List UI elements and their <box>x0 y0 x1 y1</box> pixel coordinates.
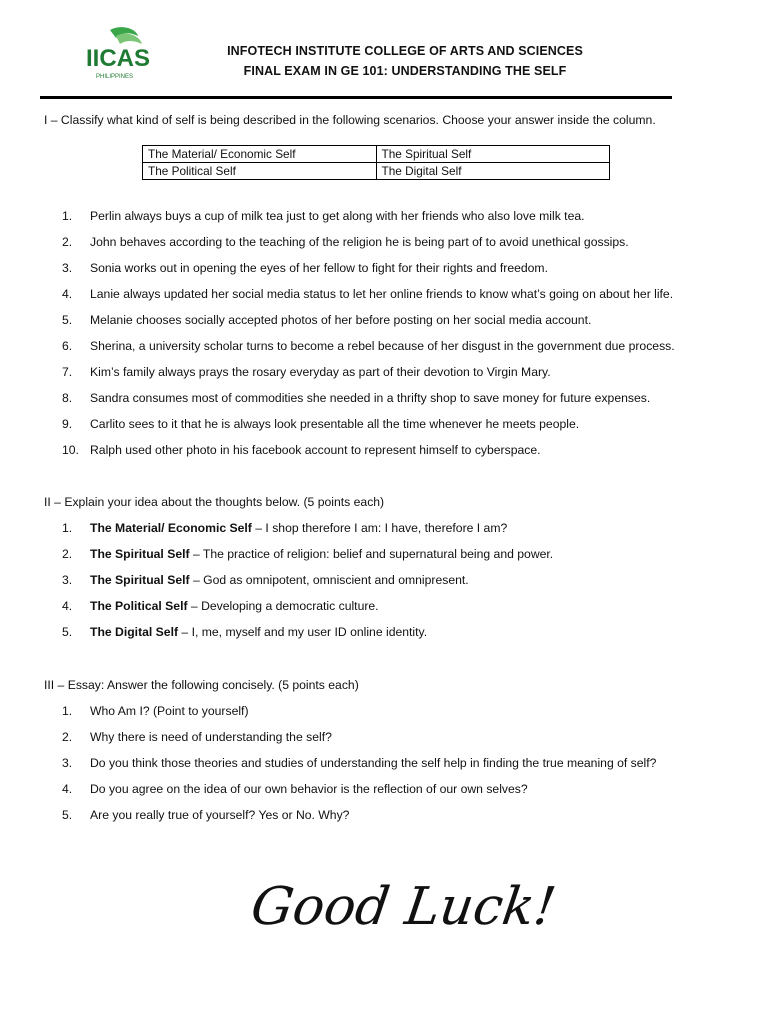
choice-cell: The Digital Self <box>376 163 610 180</box>
item-number: 5. <box>62 625 73 639</box>
list-item <box>62 416 675 442</box>
item-number: 8. <box>62 391 73 405</box>
item-text: Who Am I? (Point to yourself) <box>90 704 249 718</box>
logo-text: IICAS <box>86 45 151 72</box>
item-number: 1. <box>62 521 73 535</box>
list-item <box>62 286 675 312</box>
choices-row <box>143 146 610 163</box>
list-item <box>62 234 675 260</box>
list-item <box>62 208 675 234</box>
item-text: Melanie chooses socially accepted photos of her before posting on her social media account. <box>90 313 592 327</box>
self-type-label: The Spiritual Self <box>90 573 190 587</box>
list-item <box>62 781 656 807</box>
list-item <box>62 624 553 650</box>
closing-text: Good Luck! <box>247 877 560 937</box>
item-number: 4. <box>62 599 73 613</box>
item-text: John behaves according to the teaching of the religion he is being part of to avoid unethical gossips. <box>90 235 629 249</box>
list-item <box>62 338 675 364</box>
list-item <box>62 755 656 781</box>
list-item <box>62 442 675 468</box>
choice-cell: The Material/ Economic Self <box>143 146 377 163</box>
item-number: 3. <box>62 573 73 587</box>
part1-list <box>62 208 675 468</box>
item-text: Do you think those theories and studies of understanding the self help in finding the true meaning of self? <box>90 756 657 770</box>
self-type-label: The Political Self <box>90 599 188 613</box>
list-item <box>62 598 553 624</box>
exam-header <box>170 41 640 81</box>
item-number: 2. <box>62 235 73 249</box>
item-text: Why there is need of understanding the self? <box>90 730 332 744</box>
choices-table <box>142 145 610 180</box>
item-text: Kim’s family always prays the rosary everyday as part of their devotion to Virgin Mary. <box>90 365 551 379</box>
item-number: 3. <box>62 756 73 770</box>
item-number: 2. <box>62 547 73 561</box>
self-type-label: The Spiritual Self <box>90 547 190 561</box>
good-luck-closing <box>247 862 560 952</box>
self-type-label: The Digital Self <box>90 625 179 639</box>
choice-cell: The Political Self <box>143 163 377 180</box>
self-type-label: The Material/ Economic Self <box>90 521 252 535</box>
list-item <box>62 572 553 598</box>
part2-list <box>62 520 553 650</box>
list-item <box>62 546 553 572</box>
logo-subtext: PHILIPPINES <box>96 74 134 80</box>
item-text: Are you really true of yourself? Yes or No. Why? <box>90 808 350 822</box>
item-number: 6. <box>62 339 73 353</box>
item-text: – Developing a democratic culture. <box>187 599 379 613</box>
choices-row <box>143 163 610 180</box>
item-text: Lanie always updated her social media status to let her online friends to know what’s going on about her life. <box>90 287 674 301</box>
item-number: 3. <box>62 261 73 275</box>
list-item <box>62 260 675 286</box>
list-item <box>62 520 553 546</box>
part3-instruction: III – Essay: Answer the following concisely. (5 points each) <box>44 678 359 692</box>
exam-title: FINAL EXAM IN GE 101: UNDERSTANDING THE SELF <box>243 64 567 78</box>
list-item <box>62 807 656 833</box>
item-number: 2. <box>62 730 73 744</box>
header-divider <box>40 96 672 99</box>
part3-list <box>62 703 656 833</box>
list-item <box>62 312 675 338</box>
list-item <box>62 390 675 416</box>
item-number: 1. <box>62 209 73 223</box>
item-number: 5. <box>62 808 73 822</box>
item-text: – I, me, myself and my user ID online identity. <box>178 625 428 639</box>
school-name: INFOTECH INSTITUTE COLLEGE OF ARTS AND SCIENCES <box>227 44 583 58</box>
item-text: Perlin always buys a cup of milk tea just to get along with her friends who also love milk tea. <box>90 209 585 223</box>
item-number: 7. <box>62 365 73 379</box>
item-number: 10. <box>62 443 79 457</box>
item-text: – The practice of religion: belief and supernatural being and power. <box>189 547 554 561</box>
list-item <box>62 703 656 729</box>
item-text: Ralph used other photo in his facebook account to represent himself to cyberspace. <box>90 443 541 457</box>
item-number: 5. <box>62 313 73 327</box>
list-item <box>62 729 656 755</box>
item-number: 4. <box>62 782 73 796</box>
item-number: 4. <box>62 287 73 301</box>
item-number: 9. <box>62 417 73 431</box>
item-text: – I shop therefore I am: I have, therefore I am? <box>251 521 508 535</box>
item-number: 1. <box>62 704 73 718</box>
item-text: Carlito sees to it that he is always look presentable all the time whenever he meets people. <box>90 417 580 431</box>
list-item <box>62 364 675 390</box>
choice-cell: The Spiritual Self <box>376 146 610 163</box>
item-text: Sonia works out in opening the eyes of her fellow to fight for their rights and freedom. <box>90 261 548 275</box>
item-text: – God as omnipotent, omniscient and omnipresent. <box>189 573 469 587</box>
part2-instruction: II – Explain your idea about the thoughts below. (5 points each) <box>44 495 385 509</box>
item-text: Sandra consumes most of commodities she needed in a thrifty shop to save money for future expenses. <box>90 391 651 405</box>
part1-instruction: I – Classify what kind of self is being described in the following scenarios. Choose your answer inside the column. <box>44 113 656 127</box>
item-text: Sherina, a university scholar turns to become a rebel because of her disgust in the government due process. <box>90 339 675 353</box>
school-logo <box>86 26 151 82</box>
item-text: Do you agree on the idea of our own behavior is the reflection of our own selves? <box>90 782 528 796</box>
